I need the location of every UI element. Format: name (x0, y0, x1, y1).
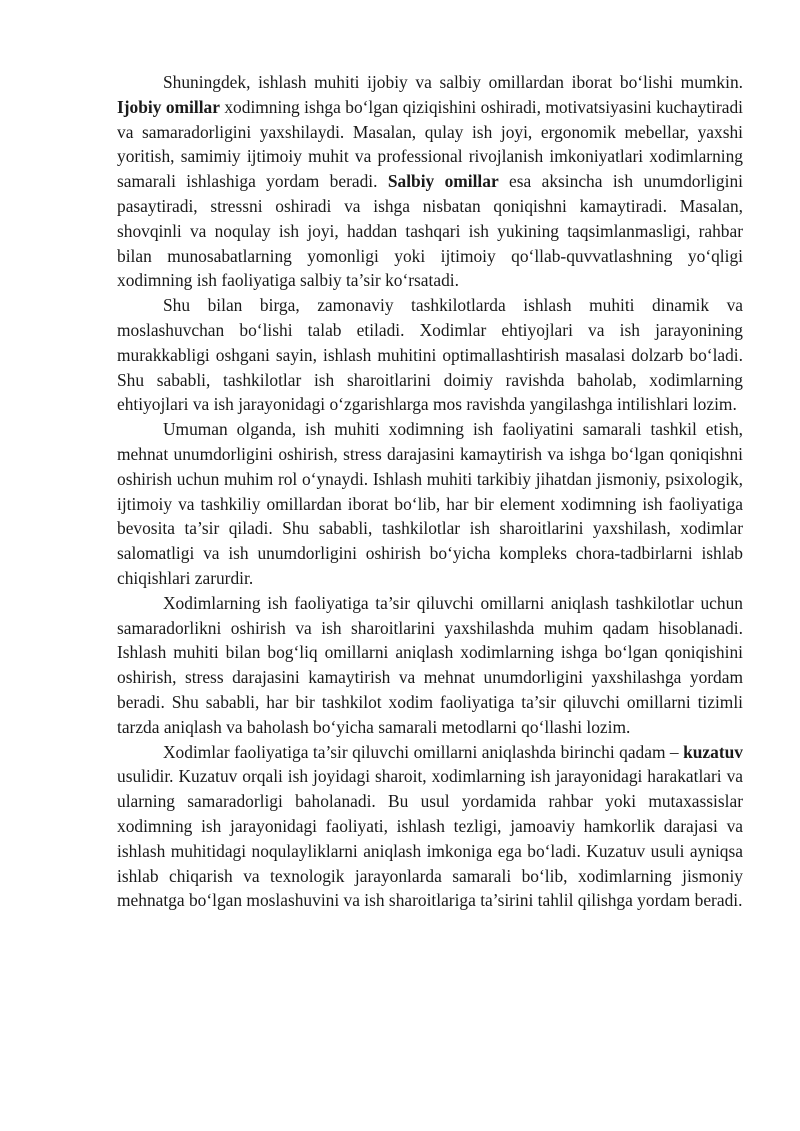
paragraph-text: Shuningdek, ishlash muhiti ijobiy va salbiy omillardan iborat bo‘lishi mumkin. (163, 72, 743, 92)
document-page (117, 70, 743, 913)
bold-term-salbiy-omillar: Salbiy omillar (387, 171, 499, 192)
paragraph-text: Umuman olganda, ish muhiti xodimning ish faoliyatini samarali tashkil etish, mehnat unumdorligini oshirish, stress darajasini kamaytirish va ishga bo‘lgan qoniqishni oshirish uchun muhim rol o‘ynaydi. Ishlash muhiti tarkibiy jihatdan jismoniy, psixologik, ijtimoiy va tashkiliy omillardan iborat bo‘lib, har bir element xodimning ish faoliyatiga bevosita ta’sir qiladi. Shu sababli, tashkilotlar ish sharoitlarini yaxshilash, xodimlar salomatligi va ish unumdorligini oshirish bo‘yicha kompleks chora-tadbirlarni ishlab chiqishlari zarurdir. (117, 419, 743, 588)
paragraph-text: Xodimlar faoliyatiga ta’sir qiluvchi omillarni aniqlashda birinchi qadam – (163, 741, 684, 762)
paragraph-3 (117, 417, 743, 591)
paragraph-text: usulidir. Kuzatuv orqali ish joyidagi sharoit, xodimlarning ish jarayonidagi harakatlari va ularning samaradorligi baholanadi. Bu usul yordamida rahbar yoki mutaxassislar xodimning ish jarayonidagi faoliyati, ishlash tezligi, jamoaviy hamkorlik darajasi va ishlash muhitidagi noqulayliklarni aniqlash imkoniga ega bo‘ladi. Kuzatuv usuli ayniqsa ishlab chiqarish va texnologik jarayonlarda samarali bo‘lib, xodimlarning jismoniy mehnatga bo‘lgan moslashuvini va ish sharoitlariga ta’sirini tahlil qilishga yordam beradi. (117, 766, 743, 911)
paragraph-2 (117, 293, 743, 417)
bold-term-kuzatuv: kuzatuv (683, 741, 743, 762)
paragraph-5 (117, 740, 743, 914)
paragraph-4 (117, 591, 743, 740)
paragraph-text: Shu bilan birga, zamonaviy tashkilotlarda ishlash muhiti dinamik va moslashuvchan bo‘lishi talab etiladi. Xodimlar ehtiyojlari va ish jarayonining murakkabligi oshgani sayin, ishlash muhitini optimallashtirish masalasi dolzarb bo‘ladi. Shu sababli, tashkilotlar ish sharoitlarini doimiy ravishda baholab, xodimlarning ehtiyojlari va ish jarayonidagi o‘zgarishlarga mos ravishda yangilashga intilishlari lozim. (117, 295, 743, 415)
paragraph-text: xodimning ishga bo‘lgan qiziqishini oshiradi, motivatsiyasini kuchaytiradi va samaradorligini yaxshilaydi. Masalan, qulay ish joyi, ergonomik mebellar, yaxshi yoritish, samimiy ijtimoiy muhit va professional rivojlanish imkoniyatlari xodimlarning samarali ishlashiga yordam beradi. (117, 96, 743, 192)
paragraph-text: Xodimlarning ish faoliyatiga ta’sir qiluvchi omillarni aniqlash tashkilotlar uchun samaradorlikni oshirish va ish sharoitlarini yaxshilashda muhim qadam hisoblanadi. Ishlash muhiti bilan bog‘liq omillarni aniqlash xodimlarning ishga bo‘lgan qoniqishini oshirish, stress darajasini kamaytirish va mehnat unumdorligini yaxshilashga yordam beradi. Shu sababli, har bir tashkilot xodim faoliyatiga ta’sir qiluvchi omillarni tizimli tarzda aniqlash va baholash bo‘yicha samarali metodlarni qo‘llashi lozim. (117, 592, 743, 737)
paragraph-1 (117, 70, 743, 293)
bold-term-ijobiy-omillar: Ijobiy omillar (117, 96, 220, 117)
paragraph-text: esa aksincha ish unumdorligini pasaytiradi, stressni oshiradi va ishga nisbatan qoniqishni kamaytiradi. Masalan, shovqinli va noqulay ish joyi, haddan tashqari ish yukining taqsimlanmasligi, rahbar bilan munosabatlarning yomonligi yoki ijtimoiy qo‘llab-quvvatlashning yo‘qligi xodimning ish faoliyatiga salbiy ta’sir ko‘rsatadi. (117, 171, 743, 291)
